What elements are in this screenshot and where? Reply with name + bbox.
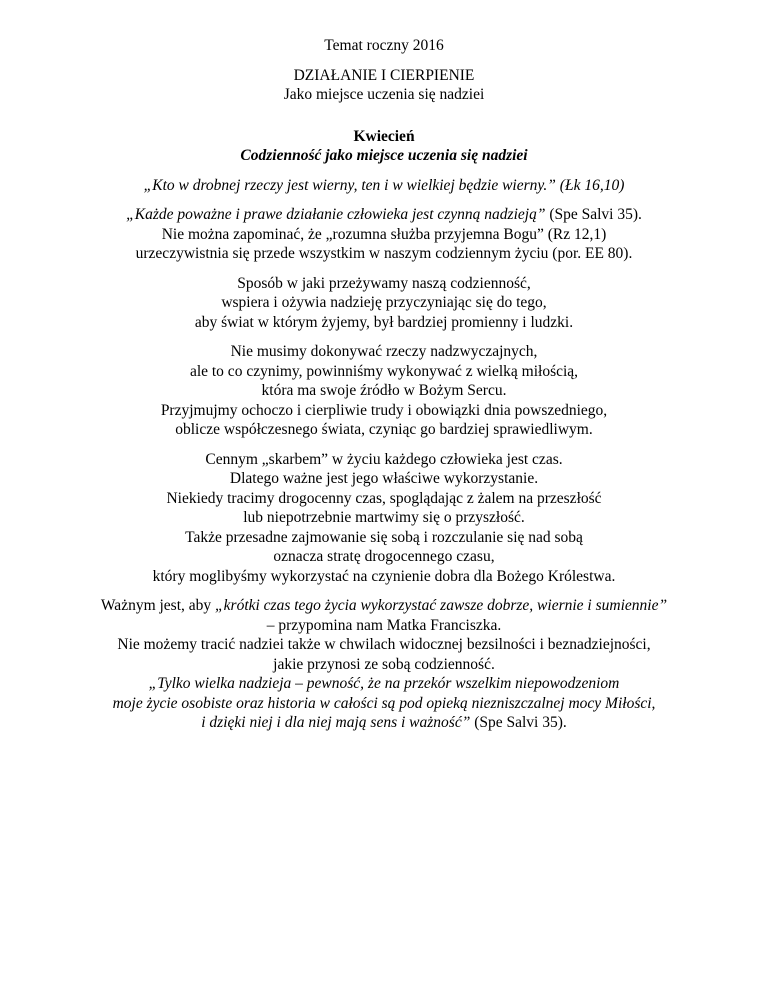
paragraph-2 [60,274,708,333]
month-theme: Codzienność jako miejsce uczenia się nadziei [240,147,528,164]
paragraph-5-line-1 [60,596,708,616]
paragraph-4-line-3: Niekiedy tracimy drogocenny czas, spoglądając z żalem na przeszłość [166,489,602,507]
paragraph-4-line-6: oznacza stratę drogocennego czasu, [273,548,495,565]
document-page [60,36,708,733]
paragraph-1-line-1 [60,205,708,225]
paragraph-5-line-7 [60,713,708,733]
paragraph-5-line-5: „Tylko wielka nadzieja – pewność, że na przekór wszelkim niepowodzeniom [148,675,620,692]
paragraph-2-line-2: wspiera i ożywia nadzieję przyczyniając się do tego, [221,294,547,311]
spe-salvi-closing-quote: i dzięki niej i dla niej mają sens i ważność” [201,714,471,731]
paragraph-3-line-3: która ma swoje źródło w Bożym Sercu. [261,382,507,399]
paragraph-4-line-2: Dlatego ważne jest jego właściwe wykorzystanie. [229,470,539,487]
paragraph-2-line-1: Sposób w jaki przeżywamy naszą codzienność, [237,274,531,292]
paragraph-3-line-5: oblicze współczesnego świata, czyniąc go bardziej sprawiedliwym. [175,421,593,438]
paragraph-5-line-3: Nie możemy tracić nadziei także w chwilach widocznej bezsilności i beznadziejności, [117,636,651,653]
paragraph-2-line-3: aby świat w którym żyjemy, był bardziej promienny i ludzki. [194,313,574,331]
month-heading: Kwiecień [353,127,415,145]
paragraph-3-line-4: Przyjmujmy ochoczo i cierpliwie trudy i obowiązki dnia powszedniego, [160,401,608,419]
paragraph-1 [60,205,708,264]
paragraph-5-line-4: jakie przynosi ze sobą codzienność. [273,655,495,673]
paragraph-1-line-3: urzeczywistnia się przede wszystkim w naszym codziennym życiu (por. EE 80). [135,245,633,262]
mother-franciszka-quote: „krótki czas tego życia wykorzystać zawsze dobrze, wiernie i sumiennie” [215,597,668,614]
paragraph-4 [60,450,708,587]
paragraph-3-line-2: ale to co czynimy, powinniśmy wykonywać z wielką miłością, [189,362,579,380]
paragraph-1-line-2: Nie można zapominać, że „rozumna służba przyjemna Bogu” (Rz 12,1) [161,225,607,243]
paragraph-5-line-6: moje życie osobiste oraz historia w całości są pod opieką niezniszczalnej mocy Miłości, [112,694,656,712]
annual-theme-heading: Temat roczny 2016 [324,37,444,54]
spe-salvi-reference: (Spe Salvi 35). [545,206,642,223]
spe-salvi-quote: „Każde poważne i prawe działanie człowieka jest czynną nadzieją” [126,206,546,223]
paragraph-4-line-5: Także przesadne zajmowanie się sobą i rozczulanie się nad sobą [185,528,583,546]
theme-title: DZIAŁANIE I CIERPIENIE [293,66,475,84]
paragraph-3-line-1: Nie musimy dokonywać rzeczy nadzwyczajnych, [230,343,538,360]
bible-motto: „Kto w drobnej rzeczy jest wierny, ten i w wielkiej będzie wierny.” (Łk 16,10) [143,176,625,194]
paragraph-5-lead: Ważnym jest, aby [100,597,216,614]
paragraph-5 [60,596,708,733]
paragraph-4-line-7: który moglibyśmy wykorzystać na czynienie dobra dla Bożego Królestwa. [152,567,616,585]
paragraph-3 [60,342,708,440]
paragraph-5-line-2: – przypomina nam Matka Franciszka. [266,616,502,634]
spe-salvi-closing-reference: (Spe Salvi 35). [470,714,567,731]
theme-subtitle: Jako miejsce uczenia się nadziei [283,86,485,103]
paragraph-4-line-4: lub niepotrzebnie martwimy się o przyszłość. [243,509,525,526]
paragraph-4-line-1: Cennym „skarbem” w życiu każdego człowieka jest czas. [205,450,563,468]
